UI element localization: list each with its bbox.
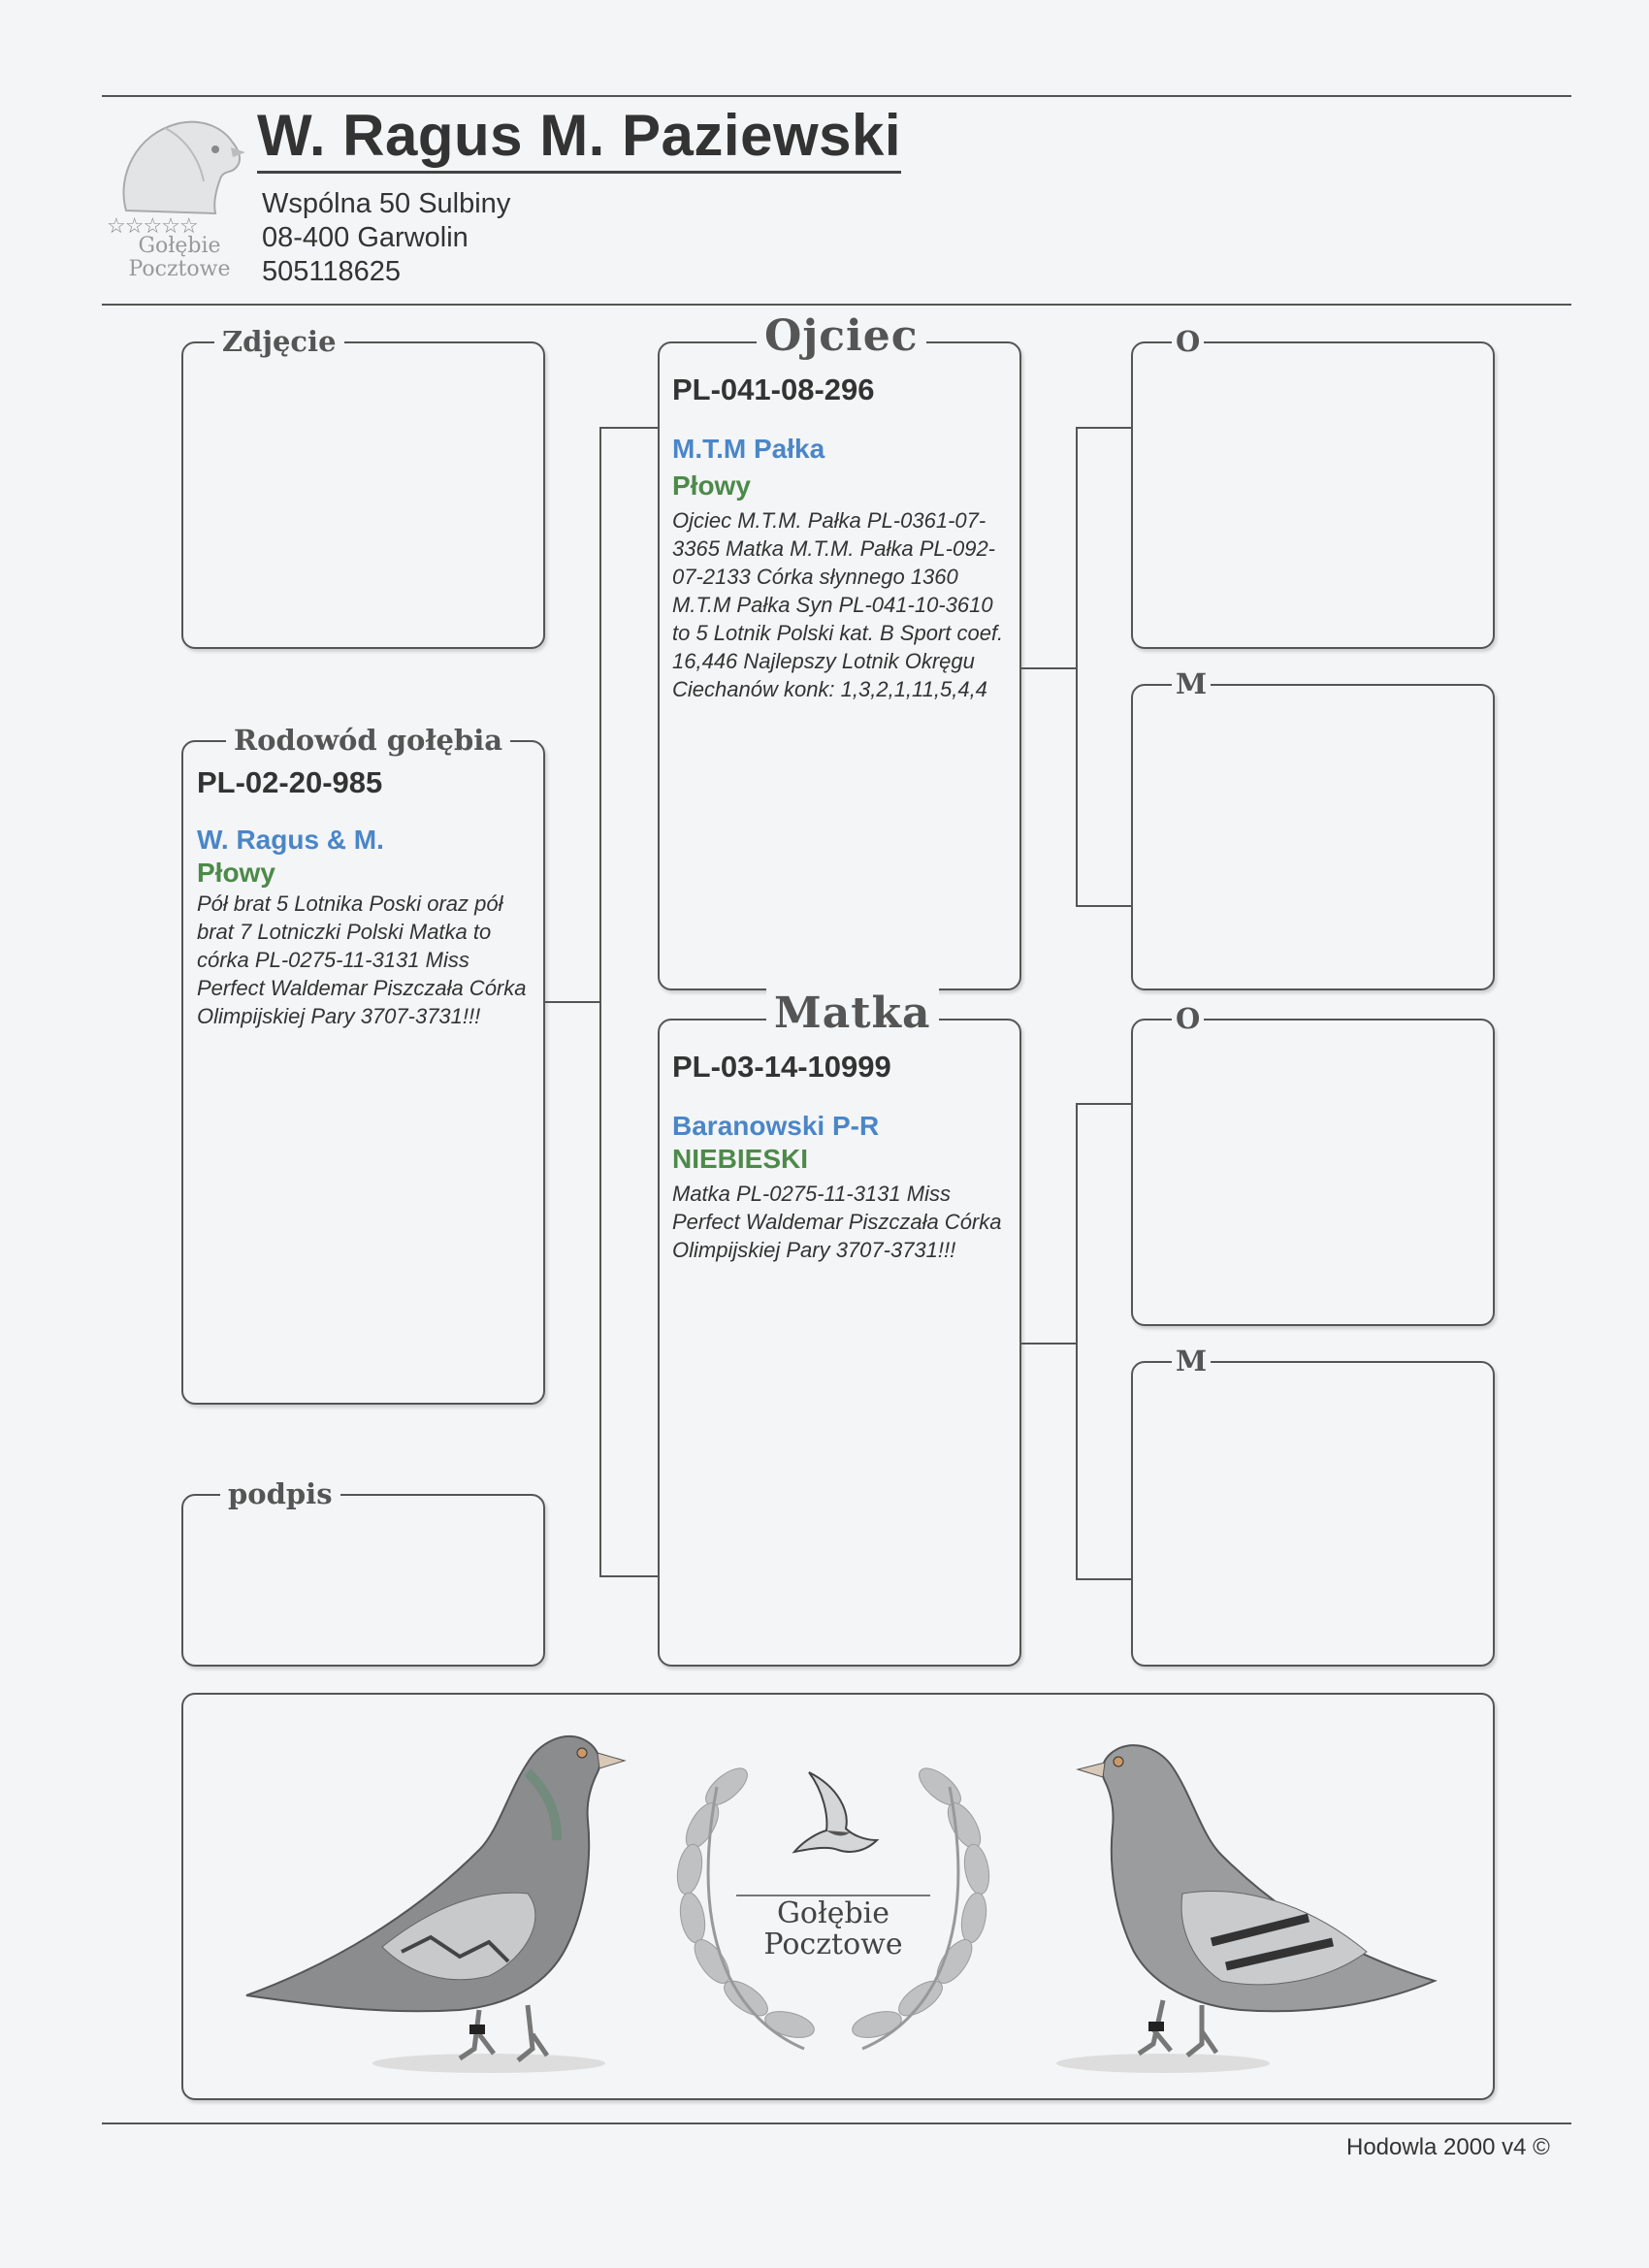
connector — [1076, 427, 1131, 429]
grandmother-maternal-box — [1131, 1345, 1495, 1667]
connector — [1076, 905, 1131, 907]
mother-description: Matka PL-0275-11-3131 Miss Perfect Waldemar Piszczała Córka Olimpijskiej Pary 3707-3731!!! — [672, 1182, 1002, 1262]
connector — [1021, 667, 1077, 669]
connector — [599, 1575, 658, 1577]
footer-rule — [102, 2122, 1571, 2124]
father-breeder: M.T.M Pałka — [672, 434, 825, 464]
pigeon-left-icon — [237, 1714, 683, 2083]
stars-icon: ☆☆☆☆☆ — [107, 213, 198, 238]
grandfather-paternal-label: O — [1172, 325, 1204, 358]
father-box — [658, 311, 1021, 990]
father-description: Ojciec M.T.M. Pałka PL-0361-07-3365 Matka M.T.M. Pałka PL-092-07-2133 Córka słynnego 1360 M.T.M Pałka Syn PL-041-10-3610 to 5 Lotnik Polski kat. B Sport coef. 16,446 Najlepszy Lotnik Okręgu Ciechanów konk: 1,3,2,1,11,5,4,4 — [672, 508, 1004, 701]
logo-text-2: Pocztowe — [128, 257, 231, 281]
father-box-title: Ojciec — [757, 311, 926, 361]
connector — [1021, 1343, 1077, 1345]
grandfather-maternal-box — [1131, 1002, 1495, 1326]
pigeon-description: Pół brat 5 Lotnika Poski oraz pół brat 7 Lotniczki Polski Matka to córka PL-0275-11-3131 Miss Perfect Waldemar Piszczała Córka Olimpijskiej Pary 3707-3731!!! — [197, 891, 527, 1028]
mother-color: NIEBIESKI — [672, 1144, 809, 1174]
logo-text-1: Gołębie — [138, 234, 221, 258]
pigeon-box-title: Rodowód gołębia — [226, 724, 510, 757]
father-color: Płowy — [672, 470, 751, 501]
pigeon-color: Płowy — [197, 858, 275, 888]
dove-icon — [780, 1763, 887, 1869]
connector — [1076, 1103, 1078, 1579]
signature-box[interactable] — [181, 1477, 545, 1667]
connector — [1076, 1578, 1131, 1580]
pigeon-head-logo-icon — [107, 109, 247, 225]
connector — [1076, 1103, 1131, 1105]
footer-text: Hodowla 2000 v4 © — [1346, 2134, 1550, 2160]
connector — [1076, 427, 1078, 906]
pigeon-right-icon — [1018, 1719, 1444, 2083]
logo — [107, 109, 247, 293]
grandmother-maternal-label: M — [1172, 1345, 1211, 1377]
signature-box-title: podpis — [220, 1477, 340, 1510]
connector — [599, 427, 658, 429]
grandmother-paternal-box — [1131, 667, 1495, 990]
photo-box-title: Zdjęcie — [214, 325, 344, 358]
mother-box-title: Matka — [766, 988, 939, 1038]
photo-box[interactable] — [181, 325, 545, 649]
mother-box — [658, 988, 1021, 1667]
pigeon-breeder: W. Ragus & M. — [197, 825, 384, 855]
decor-panel — [181, 1693, 1495, 2100]
grandfather-paternal-box — [1131, 325, 1495, 649]
mother-ring: PL-03-14-10999 — [672, 1050, 891, 1084]
grandfather-maternal-label: O — [1172, 1002, 1204, 1035]
father-ring: PL-041-08-296 — [672, 373, 875, 406]
address-line-2: 08-400 Garwolin — [262, 222, 469, 253]
address-line-1: Wspólna 50 Sulbiny — [262, 188, 511, 219]
pigeon-ring: PL-02-20-985 — [197, 765, 383, 799]
header-rule — [102, 304, 1571, 306]
connector — [599, 427, 601, 1576]
pigeon-box — [181, 724, 545, 1405]
emblem-text-1: Gołębie — [776, 1896, 890, 1930]
owner-name: W. Ragus M. Paziewski — [257, 105, 901, 174]
grandmother-paternal-label: M — [1172, 667, 1211, 700]
connector — [545, 1001, 600, 1003]
phone: 505118625 — [262, 256, 402, 287]
emblem-text-2: Pocztowe — [763, 1928, 903, 1961]
top-rule — [102, 95, 1571, 97]
mother-breeder: Baranowski P-R — [672, 1111, 880, 1141]
